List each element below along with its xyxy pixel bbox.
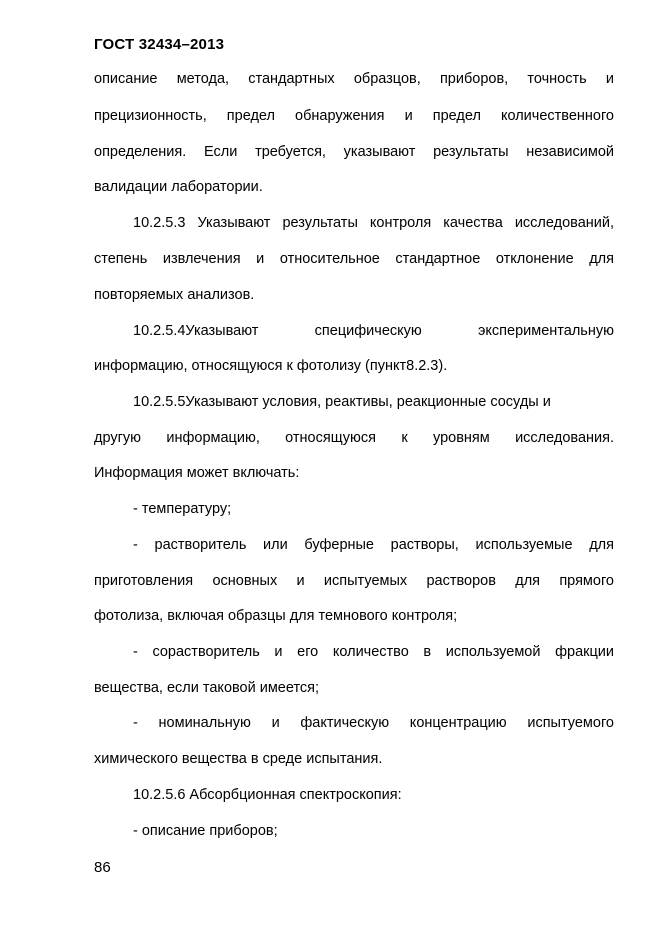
paragraph-10-2-5-5: 10.2.5.5Указывают условия, реактивы, реакционные сосуды и <box>133 394 551 410</box>
text-line: степень извлечения и относительное стандартное отклонение для <box>94 251 614 267</box>
list-item-cosolvent: - сорастворитель и его количество в используемой фракции <box>133 644 614 660</box>
text-line: другую информацию, относящуюся к уровням исследования. <box>94 430 614 446</box>
document-code-header: ГОСТ 32434–2013 <box>94 36 225 53</box>
text-line: валидации лаборатории. <box>94 179 263 195</box>
text-line: повторяемых анализов. <box>94 287 255 303</box>
text-line: определения. Если требуется, указывают результаты независимой <box>94 144 614 160</box>
text-line: приготовления основных и испытуемых растворов для прямого <box>94 573 614 589</box>
text-line: Информация может включать: <box>94 465 300 481</box>
text-line: фотолиза, включая образцы для темнового контроля; <box>94 608 458 624</box>
text-line: вещества, если таковой имеется; <box>94 680 320 696</box>
paragraph-10-2-5-6: 10.2.5.6 Абсорбционная спектроскопия: <box>133 787 402 803</box>
text-line: информацию, относящуюся к фотолизу (пункт8.2.3). <box>94 358 448 374</box>
list-item-concentration: - номинальную и фактическую концентрацию испытуемого <box>133 715 614 731</box>
list-item-solvent: - растворитель или буферные растворы, используемые для <box>133 537 614 553</box>
paragraph-10-2-5-3: 10.2.5.3 Указывают результаты контроля качества исследований, <box>133 215 614 231</box>
text-line: описание метода, стандартных образцов, приборов, точность и <box>94 71 614 87</box>
paragraph-10-2-5-4: 10.2.5.4Указывают специфическую экспериментальную <box>133 323 614 339</box>
text-line: химического вещества в среде испытания. <box>94 751 383 767</box>
list-item-instruments: - описание приборов; <box>133 823 278 839</box>
list-item-temperature: - температуру; <box>133 501 232 517</box>
text-line: прецизионность, предел обнаружения и предел количественного <box>94 108 614 124</box>
page-number: 86 <box>94 859 111 876</box>
